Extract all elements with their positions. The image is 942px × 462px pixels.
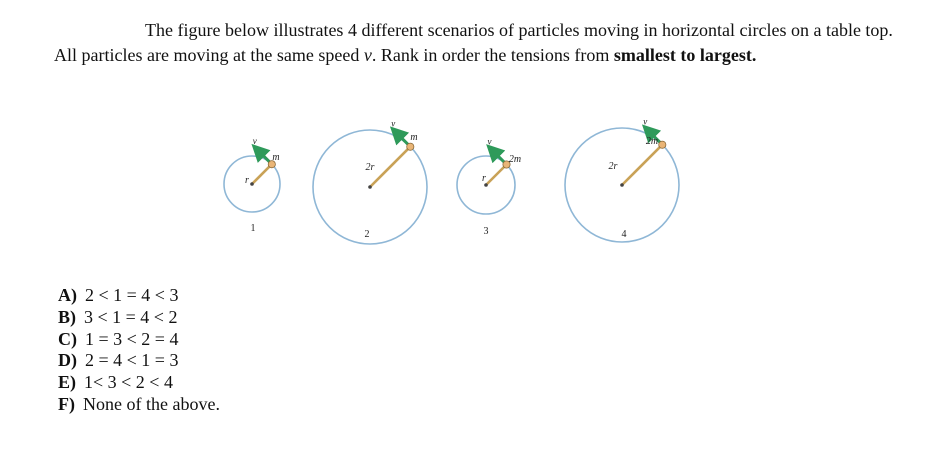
string-line: [252, 164, 272, 184]
answer-choice-f[interactable]: [58, 394, 220, 416]
velocity-label: v: [391, 118, 396, 129]
answer-letter: D): [58, 350, 77, 371]
mass-label: m: [272, 152, 280, 163]
scenario-number: 1: [250, 223, 256, 234]
answer-choice-e[interactable]: [58, 372, 220, 394]
velocity-label: v: [252, 136, 257, 147]
answer-choice-c[interactable]: [58, 329, 220, 351]
scenario-1: [224, 136, 280, 234]
center-pivot: [250, 182, 254, 186]
string-line: [486, 164, 507, 185]
scenario-4: [565, 117, 679, 242]
answer-choice-b[interactable]: [58, 307, 220, 329]
answer-letter: B): [58, 306, 76, 327]
answer-text: 2 < 1 = 4 < 3: [85, 285, 179, 305]
radius-label: r: [482, 173, 486, 184]
answer-letter: E): [58, 372, 76, 393]
question-emphasis: smallest to largest.: [613, 45, 757, 65]
scenario-2: [313, 119, 427, 244]
particle: [659, 141, 666, 148]
answer-text: None of the above.: [83, 393, 220, 414]
velocity-label: v: [643, 116, 648, 127]
speed-symbol: v: [363, 45, 372, 65]
answer-text: 1 = 3 < 2 = 4: [85, 328, 179, 349]
center-pivot: [620, 183, 624, 187]
answer-letter: C): [58, 328, 77, 349]
answer-text: 1< 3 < 2 < 4: [84, 372, 173, 393]
question-lead: The figure below illustrates 4 different scenarios of particles moving in horizontal circles on a table top. All particles are moving at the same speed: [54, 20, 893, 65]
answer-letter: F): [58, 393, 75, 414]
radius-label: r: [245, 175, 249, 186]
radius-label: 2r: [365, 162, 375, 173]
answer-choice-d[interactable]: [58, 350, 220, 372]
string-line: [370, 147, 410, 187]
answer-text: 3 < 1 = 4 < 2: [84, 306, 178, 327]
mass-label: m: [410, 132, 418, 143]
answer-text: 2 = 4 < 1 = 3: [85, 350, 179, 371]
mass-label: 2m: [645, 136, 659, 147]
scenario-number: 2: [364, 229, 370, 240]
velocity-label: v: [487, 136, 492, 147]
scenario-number: 3: [483, 226, 489, 237]
radius-label: 2r: [608, 161, 618, 172]
question-middle: . Rank in order the tensions from: [371, 45, 610, 65]
center-pivot: [368, 185, 372, 189]
answer-letter: A): [58, 285, 77, 305]
scenario-number: 4: [621, 229, 627, 240]
answer-choice-a[interactable]: [58, 285, 220, 307]
mass-label: 2m: [508, 154, 522, 165]
string-line: [622, 145, 662, 185]
particle: [407, 143, 414, 150]
scenario-3: [457, 136, 521, 237]
answer-choices: [58, 285, 220, 416]
